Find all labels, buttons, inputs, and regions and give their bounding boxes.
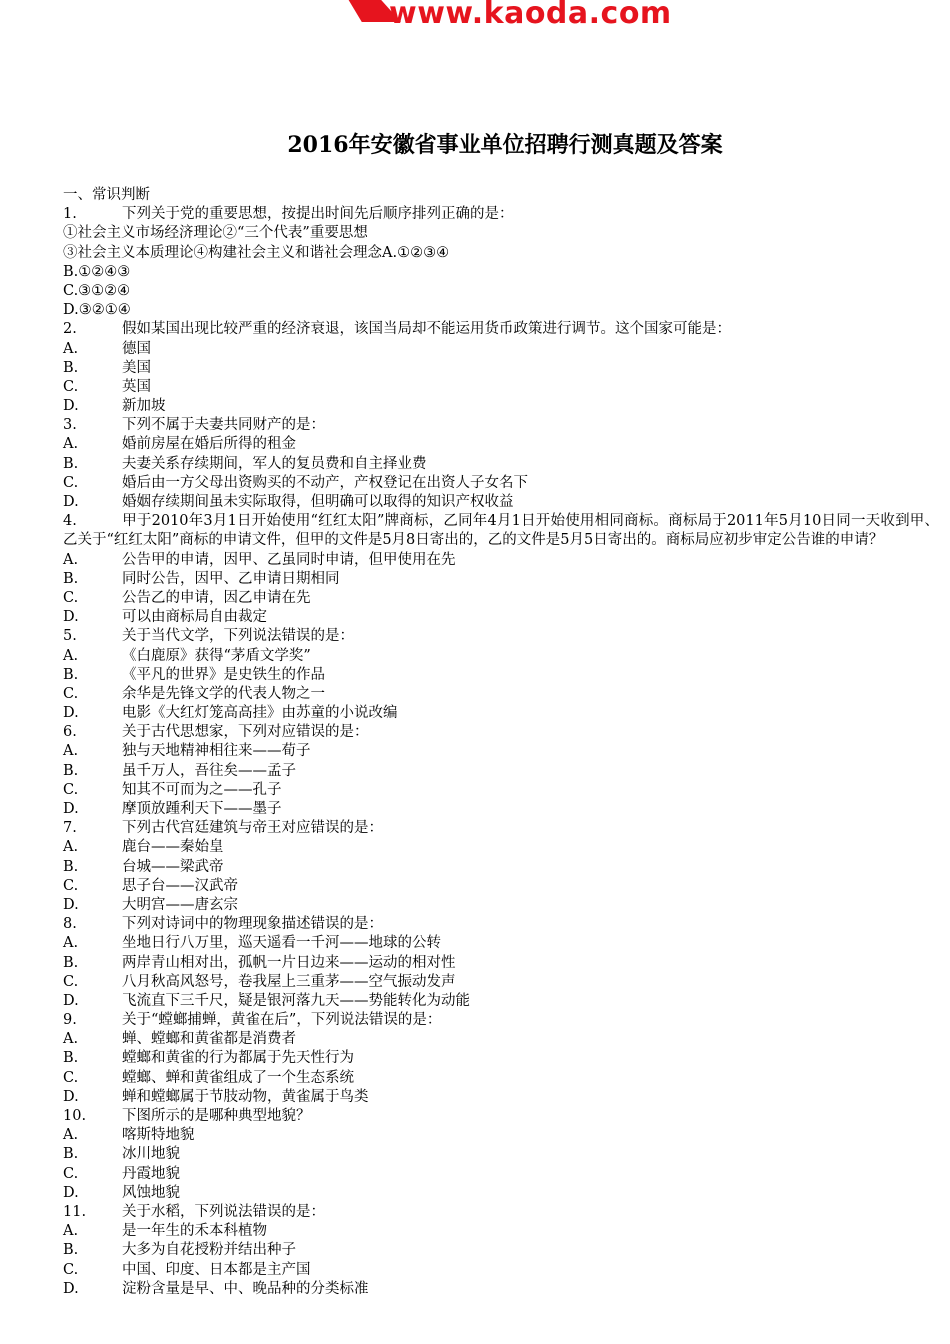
- question-number: 7.: [63, 820, 77, 837]
- question-number: 3.: [63, 417, 77, 434]
- option-item: [63, 992, 939, 1011]
- option-item: [63, 1241, 939, 1260]
- question-text: 关于“螳螂捕蝉，黄雀在后”，下列说法错误的是：: [122, 1012, 442, 1029]
- option-letter: B.: [63, 1050, 79, 1067]
- option-text: 大多为自花授粉并结出种子: [122, 1242, 296, 1259]
- question-text: 关于古代思想家，下列对应错误的是：: [122, 724, 369, 741]
- option-text: 台城——梁武帝: [122, 858, 224, 875]
- option-text: 大明宫——唐玄宗: [122, 896, 238, 913]
- option-letter: C.: [63, 781, 79, 798]
- option-text: 鹿台——秦始皇: [122, 839, 224, 856]
- option-item: [63, 762, 939, 781]
- question-number: 11.: [63, 1203, 87, 1220]
- option-letter: A.: [63, 743, 79, 760]
- option-text: 坐地日行八万里，巡天遥看一千河——地球的公转: [122, 935, 441, 952]
- option-letter: B.: [63, 954, 79, 971]
- option-item: [63, 877, 939, 896]
- option-text: 丹霞地貌: [122, 1165, 180, 1182]
- option-item: [63, 1165, 939, 1184]
- section-heading: 一、常识判断: [63, 187, 150, 203]
- option-item: [63, 685, 939, 704]
- question-number: 6.: [63, 724, 77, 741]
- option-letter: A.: [63, 1031, 79, 1048]
- option-text: 螳螂和黄雀的行为都属于先天性行为: [122, 1050, 354, 1067]
- option-letter: B.: [63, 570, 79, 587]
- option-item: [63, 1126, 939, 1145]
- question-stem: [63, 416, 939, 435]
- option-item: [63, 608, 939, 627]
- option-item: [63, 838, 939, 857]
- option-letter: B.: [63, 762, 79, 779]
- option-text: 婚姻存续期间虽未实际取得，但明确可以取得的知识产权收益: [122, 494, 514, 510]
- option-letter: B.: [63, 455, 79, 472]
- option-item: [63, 1069, 939, 1088]
- option-letter: C.: [63, 1165, 79, 1182]
- option-item: [63, 359, 939, 378]
- option-text: 八月秋高风怒号，卷我屋上三重茅——空气振动发声: [122, 973, 456, 990]
- option-text: 同时公告，因甲、乙申请日期相同: [122, 570, 340, 587]
- question-text: 下图所示的是哪种典型地貌？: [122, 1108, 311, 1125]
- option-letter: A.: [63, 436, 79, 453]
- question-stem: [63, 1011, 939, 1030]
- option-letter: D.: [63, 992, 79, 1009]
- option-letter: D.: [63, 896, 79, 913]
- question-text: 假如某国出现比较严重的经济衰退，该国当局却不能运用货币政策进行调节。这个国家可能是：: [122, 321, 731, 338]
- option-letter: A.: [63, 1127, 79, 1144]
- option-text: 飞流直下三千尺，疑是银河落九天——势能转化为动能: [122, 992, 470, 1009]
- option-item: [63, 551, 939, 570]
- option-item: [63, 1145, 939, 1164]
- option-letter: D.: [63, 1280, 79, 1297]
- question-text: 关于水稻，下列说法错误的是：: [122, 1203, 325, 1220]
- question-line: ①社会主义市场经济理论②“三个代表”重要思想: [63, 225, 368, 242]
- option-text: 新加坡: [122, 398, 166, 415]
- option-item: [63, 1184, 939, 1203]
- option-letter: A.: [63, 839, 79, 856]
- option-item: [63, 858, 939, 877]
- option-text: 两岸青山相对出，孤帆一片日边来——运动的相对性: [122, 954, 456, 971]
- option-letter: C.: [63, 685, 79, 702]
- site-logo[interactable]: [345, 0, 675, 36]
- option-letter: C.: [63, 1069, 79, 1086]
- option-item: [63, 973, 939, 992]
- option-item: C.③①②④: [63, 282, 131, 299]
- option-letter: A.: [63, 1223, 79, 1240]
- option-letter: C.: [63, 589, 79, 606]
- question-stem: [63, 205, 939, 224]
- option-text: 中国、印度、日本都是主产国: [122, 1261, 311, 1278]
- option-text: 英国: [122, 378, 151, 395]
- question-number: 9.: [63, 1012, 77, 1029]
- option-item: [63, 1088, 939, 1107]
- question-text: 下列对诗词中的物理现象描述错误的是：: [122, 916, 383, 933]
- option-item: [63, 589, 939, 608]
- question-line: ③社会主义本质理论④构建社会主义和谐社会理念A.①②③④: [63, 244, 450, 261]
- logo-text: www.kaoda.com: [389, 0, 672, 31]
- option-text: 摩顶放踵利天下——墨子: [122, 801, 282, 818]
- option-letter: C.: [63, 1261, 79, 1278]
- option-item: [63, 647, 939, 666]
- option-letter: D.: [63, 609, 79, 626]
- question-stem: [63, 627, 939, 646]
- option-item: [63, 704, 939, 723]
- option-item: [63, 934, 939, 953]
- option-letter: D.: [63, 494, 79, 510]
- option-text: 螳螂、蝉和黄雀组成了一个生态系统: [122, 1069, 354, 1086]
- question-text: 下列关于党的重要思想，按提出时间先后顺序排列正确的是：: [122, 206, 514, 223]
- option-text: 婚后由一方父母出资购买的不动产，产权登记在出资人子女名下: [122, 474, 528, 491]
- option-item: [63, 1049, 939, 1068]
- option-text: 婚前房屋在婚后所得的租金: [122, 436, 296, 453]
- option-letter: B.: [63, 1146, 79, 1163]
- option-item: [63, 896, 939, 915]
- question-stem: [63, 723, 939, 742]
- option-item: [63, 493, 939, 512]
- question-stem: [63, 915, 939, 934]
- option-letter: B.: [63, 359, 79, 376]
- document-body: [63, 186, 939, 1299]
- question-number: 4.: [63, 513, 77, 530]
- option-text: 公告甲的申请，因甲、乙虽同时申请，但甲使用在先: [122, 551, 456, 568]
- option-text: 冰川地貌: [122, 1146, 180, 1163]
- option-letter: B.: [63, 666, 79, 683]
- question-stem: [63, 512, 939, 550]
- option-item: [63, 1261, 939, 1280]
- option-item: [63, 435, 939, 454]
- question-number: 10.: [63, 1108, 87, 1125]
- option-item: [63, 474, 939, 493]
- option-text: 虽千万人，吾往矣——孟子: [122, 762, 296, 779]
- option-text: 电影《大红灯笼高高挂》由苏童的小说改编: [122, 705, 398, 722]
- question-number: 2.: [63, 321, 77, 338]
- option-item: [63, 742, 939, 761]
- page-title: 2016年安徽省事业单位招聘行测真题及答案: [287, 132, 723, 158]
- option-item: [63, 800, 939, 819]
- option-item: [63, 1222, 939, 1241]
- option-text: 淀粉含量是早、中、晚品种的分类标准: [122, 1280, 369, 1297]
- option-text: 知其不可而为之——孔子: [122, 781, 282, 798]
- option-letter: C.: [63, 378, 79, 395]
- question-number: 8.: [63, 916, 77, 933]
- option-text: 是一年生的禾本科植物: [122, 1223, 267, 1240]
- option-item: B.①②④③: [63, 263, 131, 280]
- option-text: 《平凡的世界》是史铁生的作品: [122, 666, 325, 683]
- option-item: [63, 954, 939, 973]
- option-text: 夫妻关系存续期间，军人的复员费和自主择业费: [122, 455, 427, 472]
- option-text: 蝉和螳螂属于节肢动物，黄雀属于鸟类: [122, 1088, 369, 1105]
- option-text: 公告乙的申请，因乙申请在先: [122, 589, 311, 606]
- option-item: [63, 340, 939, 359]
- option-item: [63, 570, 939, 589]
- question-number: 5.: [63, 628, 77, 645]
- question-stem: [63, 819, 939, 838]
- option-text: 喀斯特地貌: [122, 1127, 195, 1144]
- option-item: [63, 781, 939, 800]
- option-text: 蝉、螳螂和黄雀都是消费者: [122, 1031, 296, 1048]
- option-text: 思子台——汉武帝: [122, 877, 238, 894]
- option-item: [63, 1280, 939, 1299]
- option-letter: D.: [63, 398, 79, 415]
- question-text: 下列古代宫廷建筑与帝王对应错误的是：: [122, 820, 383, 837]
- option-letter: C.: [63, 973, 79, 990]
- question-stem: [63, 1203, 939, 1222]
- option-text: 余华是先锋文学的代表人物之一: [122, 685, 325, 702]
- option-letter: D.: [63, 801, 79, 818]
- option-letter: C.: [63, 474, 79, 491]
- question-text: 甲于2010年3月1日开始使用“红红太阳”牌商标，乙同年4月1日开始使用相同商标。商标局于2011年5月10日同一天收到甲、乙关于“红红太阳”商标的申请文件，但甲的文件是5月8日寄出的，乙的文件是5月5日寄出的。商标局应初步审定公告谁的申请？: [63, 513, 939, 549]
- option-item: [63, 455, 939, 474]
- option-text: 《白鹿原》获得“茅盾文学奖”: [122, 647, 311, 664]
- option-letter: A.: [63, 340, 79, 357]
- option-letter: B.: [63, 858, 79, 875]
- option-letter: D.: [63, 1088, 79, 1105]
- option-letter: B.: [63, 1242, 79, 1259]
- question-number: 1.: [63, 206, 77, 223]
- option-letter: A.: [63, 647, 79, 664]
- option-letter: D.: [63, 1184, 79, 1201]
- option-item: [63, 397, 939, 416]
- question-text: 关于当代文学，下列说法错误的是：: [122, 628, 354, 645]
- question-text: 下列不属于夫妻共同财产的是：: [122, 417, 325, 434]
- option-text: 德国: [122, 340, 151, 357]
- option-item: [63, 666, 939, 685]
- option-item: D.③②①④: [63, 302, 131, 319]
- option-letter: A.: [63, 935, 79, 952]
- option-text: 美国: [122, 359, 151, 376]
- option-letter: C.: [63, 877, 79, 894]
- question-stem: [63, 320, 939, 339]
- option-letter: A.: [63, 551, 79, 568]
- option-text: 可以由商标局自由裁定: [122, 609, 267, 626]
- option-text: 风蚀地貌: [122, 1184, 180, 1201]
- option-item: [63, 378, 939, 397]
- question-stem: [63, 1107, 939, 1126]
- option-text: 独与天地精神相往来——荀子: [122, 743, 311, 760]
- option-letter: D.: [63, 705, 79, 722]
- option-item: [63, 1030, 939, 1049]
